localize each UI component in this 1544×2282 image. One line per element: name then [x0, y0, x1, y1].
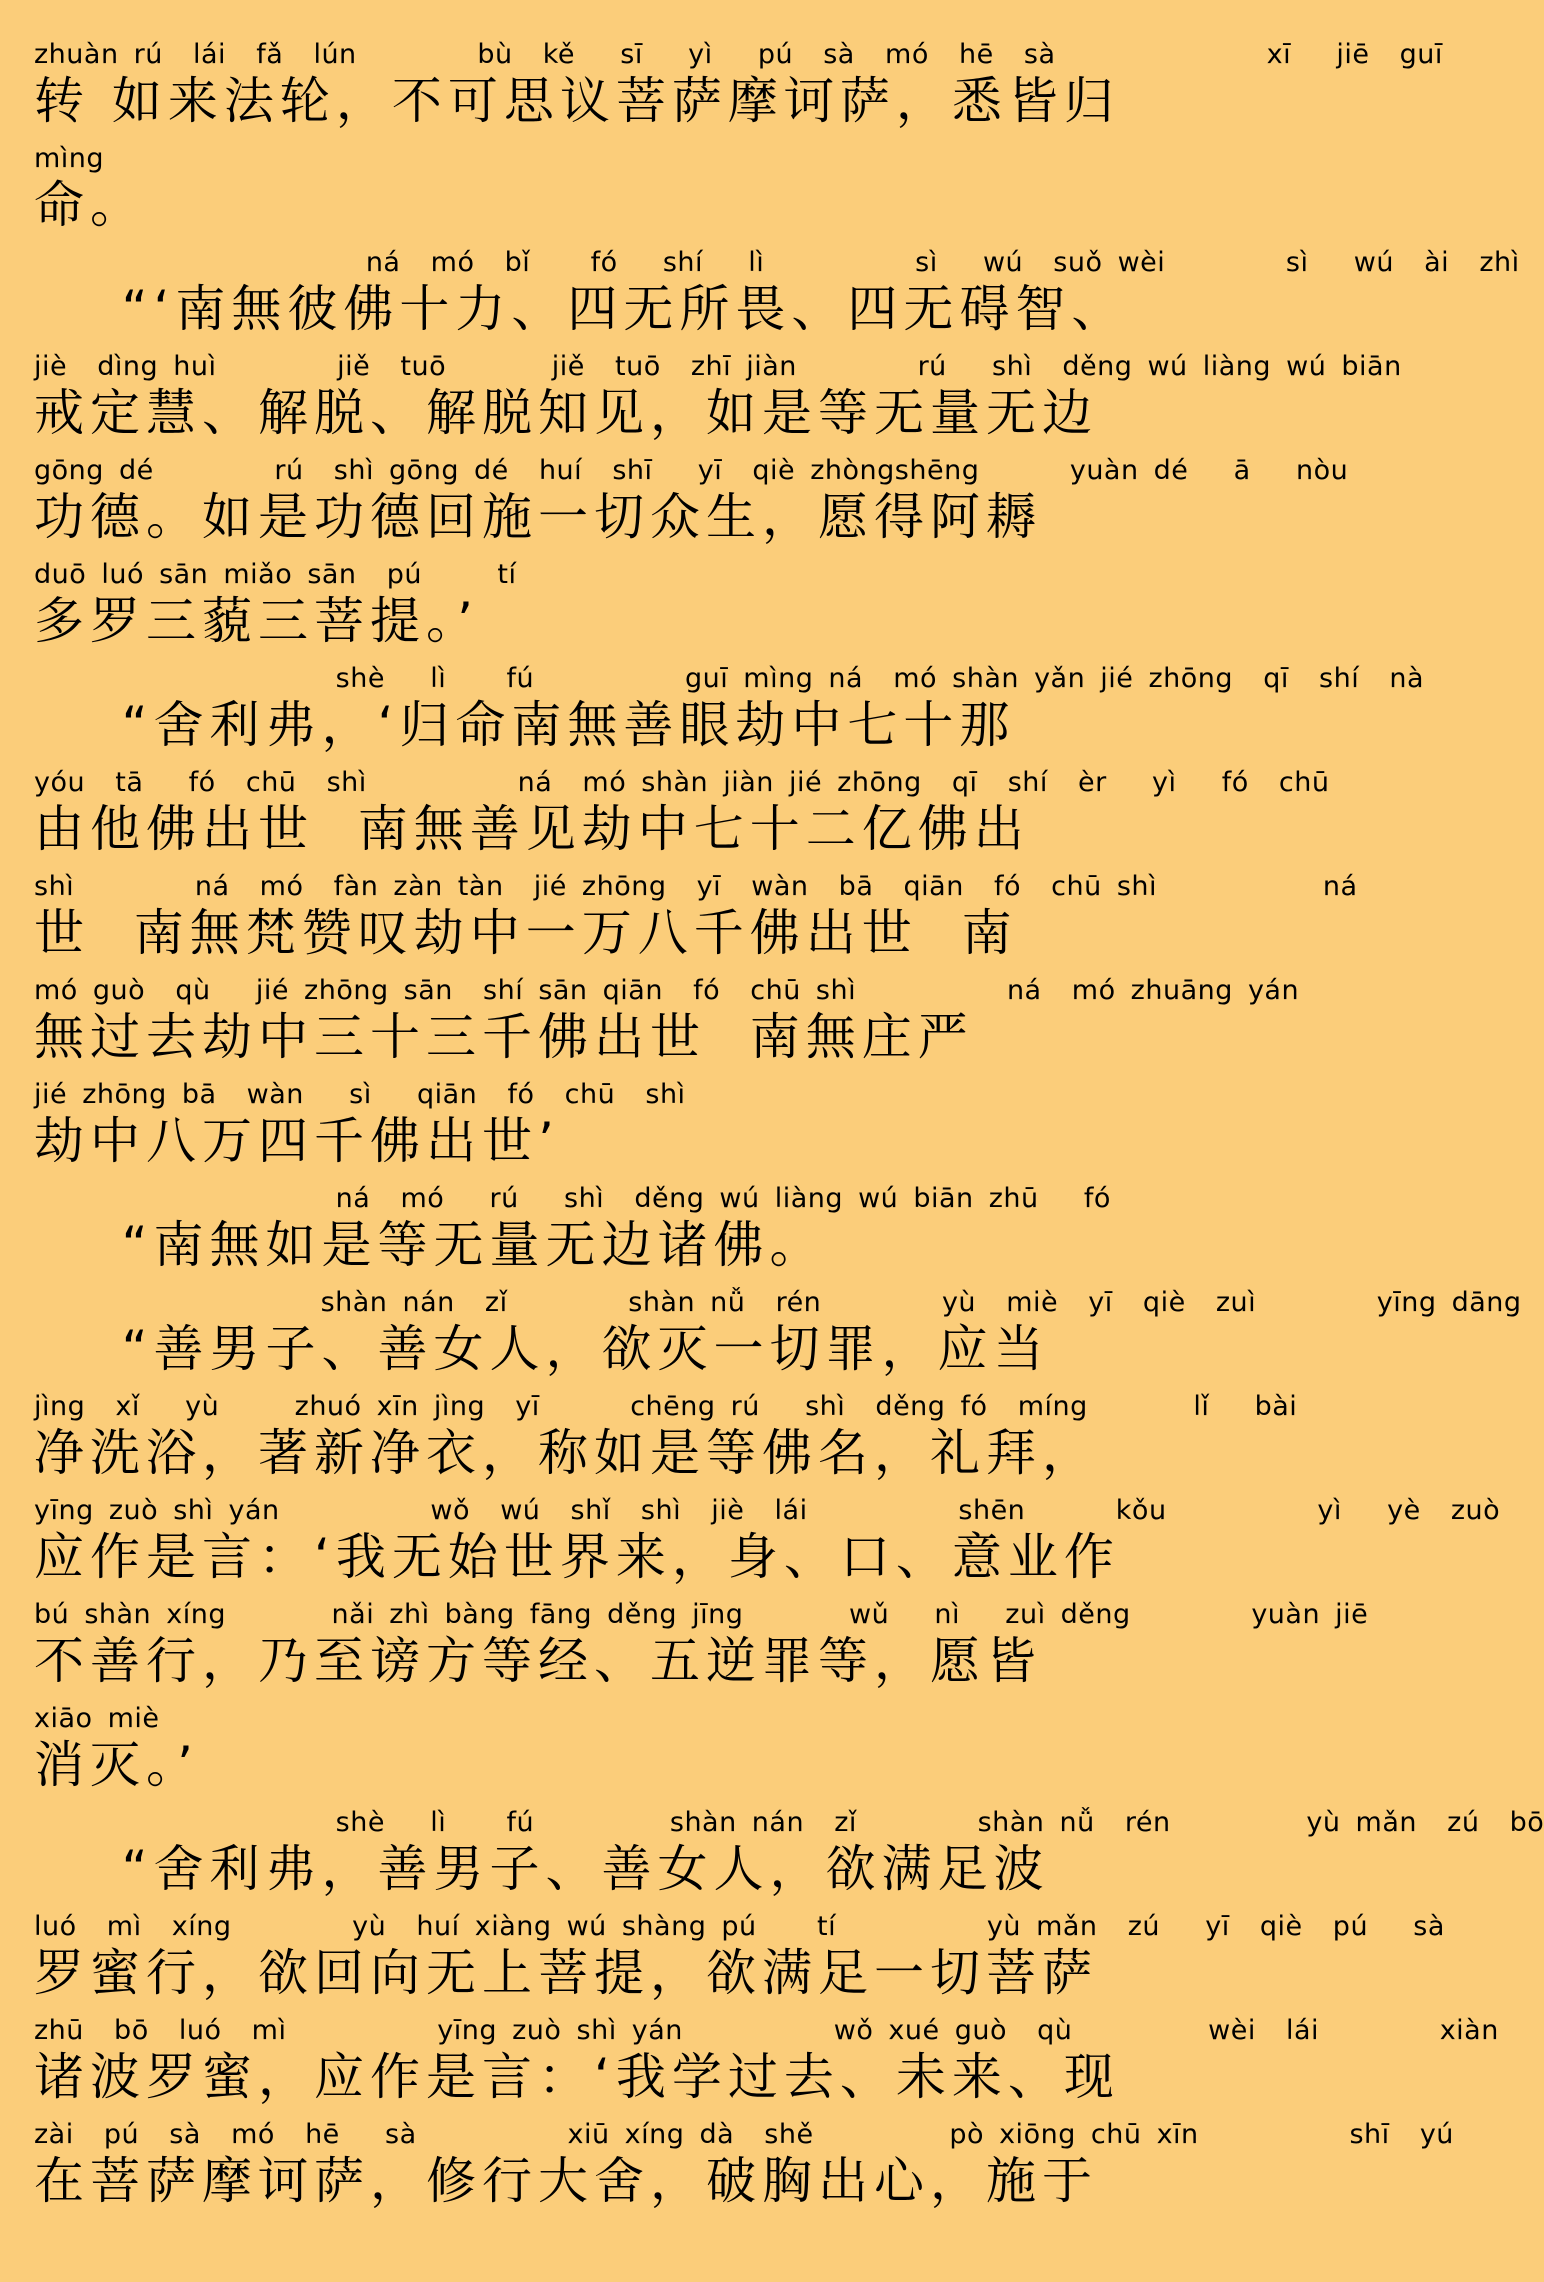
pinyin-annotation: mó guò qù jié zhōng sān shí sān qiān fó chū shì ná mó zhuāng yán	[34, 975, 1300, 1006]
text-line	[34, 1704, 1046, 1808]
text-line	[34, 1391, 1298, 1496]
pinyin-annotation: zhū bō luó mì yīng zuò shì yán wǒ xué guò qù wèi lái xiàn	[34, 2015, 1499, 2046]
pinyin-annotation: luó mì xíng yù huí xiàng wú shàng pú tí yù mǎn zú yī qiè pú sà	[34, 1911, 1445, 1942]
chinese-text: 诸波罗蜜，应作是言：‘我学过去、未来、现	[34, 2048, 1120, 2106]
chinese-text: “南無如是等无量无边诸佛。	[34, 1216, 826, 1274]
text-line	[34, 1183, 1111, 1288]
text-line	[34, 663, 1425, 768]
chinese-text: 不善行，乃至谤方等经、五逆罪等，愿皆	[34, 1632, 1042, 1690]
pinyin-annotation: shè lì fú shàn nán zǐ shàn nǚ rén yù mǎn zú bō	[34, 1807, 1544, 1838]
text-line	[34, 1599, 1369, 1704]
text-line	[34, 767, 1330, 872]
chinese-text: 消灭。’	[34, 1736, 199, 1794]
chinese-text: “舍利弗，‘归命南無善眼劫中七十那	[34, 696, 1016, 754]
text-line	[34, 351, 1402, 456]
text-line	[34, 2015, 1499, 2120]
pinyin-annotation: bú shàn xíng nǎi zhì bàng fāng děng jīng wǔ nì zuì děng yuàn jiē	[34, 1599, 1369, 1630]
pinyin-annotation: jiè dìng huì jiě tuō jiě tuō zhī jiàn rú shì děng wú liàng wú biān	[34, 351, 1402, 382]
chinese-text: “舍利弗，善男子、善女人，欲满足波	[34, 1840, 1050, 1898]
pinyin-annotation: jié zhōng bā wàn sì qiān fó chū shì	[34, 1079, 686, 1110]
text-line	[34, 39, 1443, 144]
text-line	[34, 871, 1358, 976]
text-line	[34, 1807, 1544, 1912]
pinyin-annotation: ná mó bǐ fó shí lì sì wú suǒ wèi sì wú ài zhì	[34, 247, 1520, 278]
text-line	[34, 2119, 1454, 2224]
pinyin-annotation: zài pú sà mó hē sà xiū xíng dà shě pò xiōng chū xīn shī yú	[34, 2119, 1454, 2150]
pinyin-annotation: shàn nán zǐ shàn nǚ rén yù miè yī qiè zuì yīng dāng	[34, 1287, 1522, 1318]
chinese-text: 多罗三藐三菩提。’	[34, 592, 479, 650]
text-line	[34, 1287, 1522, 1392]
pinyin-annotation: ná mó rú shì děng wú liàng wú biān zhū fó	[34, 1183, 1111, 1214]
pinyin-annotation: gōng dé rú shì gōng dé huí shī yī qiè zhòngshēng yuàn dé ā nòu	[34, 455, 1349, 486]
pinyin-annotation: mìng	[34, 143, 105, 174]
text-line	[34, 975, 1300, 1080]
chinese-text: 净洗浴，著新净衣，称如是等佛名，礼拜，	[34, 1424, 1098, 1482]
text-line	[34, 1495, 1501, 1600]
pinyin-annotation: xiāo miè	[34, 1703, 160, 1734]
text-line	[34, 144, 1046, 248]
text-line	[34, 1080, 1046, 1184]
chinese-text: 無过去劫中三十三千佛出世 南無庄严	[34, 1008, 974, 1066]
chinese-text: 功德。如是功德回施一切众生，愿得阿耨	[34, 488, 1042, 546]
pinyin-annotation: zhuàn rú lái fǎ lún bù kě sī yì pú sà mó hē sà xī jiē guī	[34, 39, 1443, 70]
chinese-text: 在菩萨摩诃萨，修行大舍，破胸出心，施于	[34, 2152, 1098, 2210]
text-line	[34, 560, 1046, 664]
chinese-text: 劫中八万四千佛出世’	[34, 1112, 560, 1170]
chinese-text: “‘南無彼佛十力、四无所畏、四无碍智、	[34, 280, 1128, 338]
chinese-text: 戒定慧、解脱、解脱知见，如是等无量无边	[34, 384, 1098, 442]
pinyin-annotation: shì ná mó fàn zàn tàn jié zhōng yī wàn bā qiān fó chū shì ná	[34, 871, 1358, 902]
chinese-text: 罗蜜行，欲回向无上菩提，欲满足一切菩萨	[34, 1944, 1098, 2002]
chinese-text: 由他佛出世 南無善见劫中七十二亿佛出	[34, 800, 1030, 858]
pinyin-annotation: yīng zuò shì yán wǒ wú shǐ shì jiè lái shēn kǒu yì yè zuò	[34, 1495, 1501, 1526]
chinese-text: 命。	[34, 176, 146, 234]
pinyin-annotation: jìng xǐ yù zhuó xīn jìng yī chēng rú shì děng fó míng lǐ bài	[34, 1391, 1298, 1422]
chinese-text: “善男子、善女人，欲灭一切罪，应当	[34, 1320, 1050, 1378]
text-line	[34, 247, 1520, 352]
text-line	[34, 1911, 1445, 2016]
chinese-text: 应作是言：‘我无始世界来，身、口、意业作	[34, 1528, 1120, 1586]
chinese-text: 世 南無梵赞叹劫中一万八千佛出世 南	[34, 904, 1018, 962]
text-line	[34, 455, 1349, 560]
pinyin-annotation: duō luó sān miǎo sān pú tí	[34, 559, 517, 590]
chinese-text: 转 如来法轮，不可思议菩萨摩诃萨，悉皆归	[34, 72, 1120, 130]
pinyin-annotation: yóu tā fó chū shì ná mó shàn jiàn jié zhōng qī shí èr yì fó chū	[34, 767, 1330, 798]
pinyin-annotation: shè lì fú guī mìng ná mó shàn yǎn jié zhōng qī shí nà	[34, 663, 1425, 694]
